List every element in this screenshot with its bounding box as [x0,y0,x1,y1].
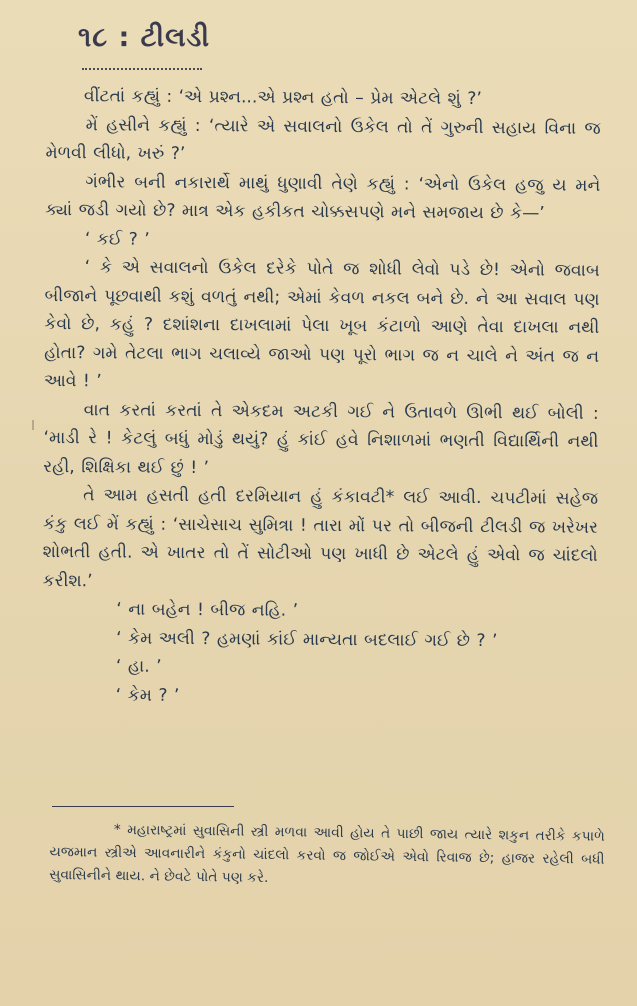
footnote [49,818,605,895]
footnote-text: * મહારાષ્ટ્રમાં સુવાસિની સ્ત્રી મળવા આવી હોય તે પાછી જાય ત્યારે શકુન તરીકે કપાળે યજમાન સ્ત્રીએ આવનારીને કંકુનો ચાંદલો કરવો જ જોઈએ એવો રિવાજ છે; હાજર રહેલી બધી સુવાસિનીને થાય. ને છેવટે પોતે પણ કરે. [49,821,605,887]
margin-mark [32,420,34,430]
paragraph: ‘ કઈ ? ’ [84,228,150,250]
header-underline [82,64,202,70]
footnote-divider [52,806,234,807]
paragraph: ‘ કેમ અલી ? હમણાં કાંઈ માન્યતા બદલાઈ ગઈ છે ? ’ [116,628,498,651]
paragraph: ‘ હા. ’ [115,656,162,677]
paragraph: ‘ કે એ સવાલનો ઉકેલ દરેકે પોતે જ શોધી લેવો પડે છે! એનો જવાબ બીજાને પૂછવાથી કશું વળતું નથી; એમાં કેવળ નકલ બને છે. ને આ સવાલ પણ કેવો છે, કહું ? દશાંશના દાખલામાં પેલા ખૂબ કંટાળો આણે તેવા દાખલા નથી હોતા? ગમે તેટલા ભાગ ચલાવ્યે જાઓ પણ પૂરો ભાગ જ ન ચાલે ને અંત જ ન આવે ! ’ [43,257,600,392]
page-header: ૧૮ : ટીલડી [78,22,211,53]
paragraph: વાત કરતાં કરતાં તે એકદમ અટકી ગઈ ને ઉતાવળે ઊભી થઈ બોલી : ‘માડી રે ! કેટલું બધું મોડું થયું? હું કાંઈ હવે નિશાળમાં ભણતી વિદ્યાર્થિની નથી રહી, શિક્ષિકા થઈ છું ! ’ [43,399,599,478]
paragraph: તે આમ હસતી હતી દરમિયાન હું કંકાવટી* લઈ આવી. ચપટીમાં સહેજ કંકુ લઈ મેં કહ્યું : ‘સાચેસાચ સુમિત્રા ! તારા મોં પર તો બીજની ટીલડી જ ખરેખર શોભતી હતી. એ ખાતર તો તેં સોટીઓ પણ ખાધી છે એટલે હું એવો જ ચાંદલો કરીશ.’ [42,485,599,591]
paragraph: વીંટતાં કહ્યું : ‘એ પ્રશ્ન...એ પ્રશ્ન હતો – પ્રેમ એટલે શું ?’ [83,86,482,110]
paragraph: મેં હસીને કહ્યું : ‘ત્યારે એ સવાલનો ઉકેલ તો તેં ગુરુની સહાય વિના જ મેળવી લીધો, ખરું ?’ [45,114,601,164]
paragraph: ‘ ના બહેન ! બીજ નહિ. ’ [116,599,299,621]
paragraph: ‘ કેમ ? ’ [115,685,180,706]
body-text [42,82,601,713]
paragraph: ગંભીર બની નકારાર્થે માથું ધુણાવી તેણે કહ્યું : ‘એનો ઉકેલ હજુ ય મને ક્યાં જડી ગયો છે? માત્ર એક હકીકત ચોક્કસપણે મને સમજાય છે કે—’ [45,171,601,224]
